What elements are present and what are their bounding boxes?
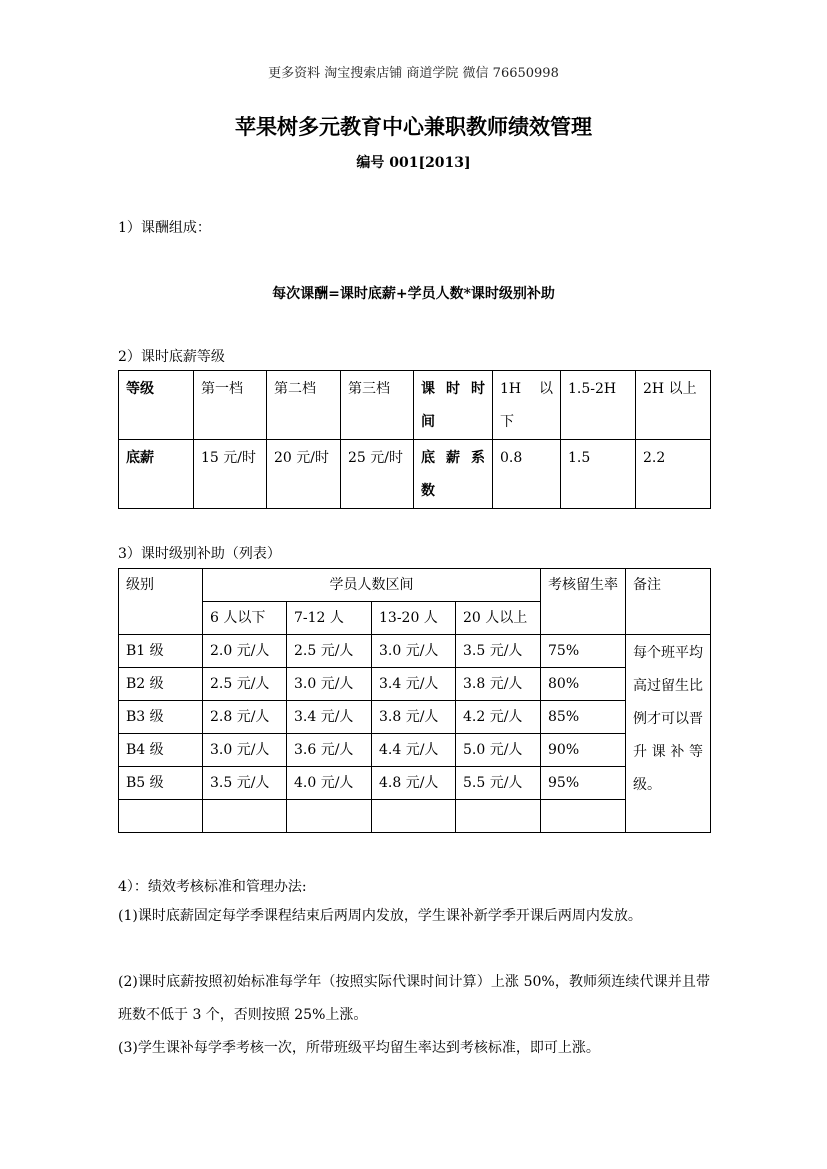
table-cell: B2 级	[119, 668, 203, 701]
column-subheader: 20 人以上	[456, 602, 541, 635]
column-subheader: 13-20 人	[372, 602, 456, 635]
table-cell: 0.8	[493, 440, 561, 509]
table-row	[119, 635, 711, 668]
table-cell: 课 时 时 间	[414, 371, 493, 440]
table-row	[119, 701, 711, 734]
level-subsidy-table	[118, 568, 711, 833]
section-3-heading: 3）课时级别补助（列表）	[118, 546, 281, 562]
paragraph: (3)学生课补每学季考核一次，所带班级平均留生率达到考核标准，即可上涨。	[118, 1040, 600, 1056]
table-cell: 1.5	[561, 440, 636, 509]
table-cell: 2.0 元/人	[203, 635, 287, 668]
table-cell: 2.8 元/人	[203, 701, 287, 734]
column-header: 级别	[119, 569, 203, 635]
section-4-heading: 4）：绩效考核标准和管理办法:	[118, 879, 307, 895]
table-cell: 1.5-2H	[561, 371, 636, 440]
table-cell: 1H 以 下	[493, 371, 561, 440]
table-row	[119, 668, 711, 701]
table-row	[119, 440, 711, 509]
table-cell: 25 元/时	[341, 440, 414, 509]
table-cell: 4.0 元/人	[287, 767, 372, 800]
base-salary-table	[118, 370, 711, 509]
table-cell: B1 级	[119, 635, 203, 668]
table-row	[119, 767, 711, 800]
table-cell	[541, 800, 626, 833]
table-cell: 2H 以上	[636, 371, 711, 440]
table-cell: 3.4 元/人	[287, 701, 372, 734]
table-cell: 3.6 元/人	[287, 734, 372, 767]
column-header: 备注	[626, 569, 711, 635]
table-cell: 90%	[541, 734, 626, 767]
table-cell	[372, 800, 456, 833]
table-row	[119, 734, 711, 767]
table-row	[119, 371, 711, 440]
table-cell: 95%	[541, 767, 626, 800]
table-cell: 2.5 元/人	[203, 668, 287, 701]
table-cell: 75%	[541, 635, 626, 668]
table-cell: 85%	[541, 701, 626, 734]
table-cell	[287, 800, 372, 833]
table-cell: 3.0 元/人	[287, 668, 372, 701]
table-cell: 第一档	[194, 371, 267, 440]
table-cell: 3.5 元/人	[456, 635, 541, 668]
table-cell	[456, 800, 541, 833]
table-cell: 5.0 元/人	[456, 734, 541, 767]
table-cell: 底薪	[119, 440, 194, 509]
table-cell: 3.5 元/人	[203, 767, 287, 800]
table-cell: 3.8 元/人	[456, 668, 541, 701]
paragraph: (1)课时底薪固定每学季课程结束后两周内发放，学生课补新学季开课后两周内发放。	[118, 908, 642, 924]
table-cell: 80%	[541, 668, 626, 701]
table-cell: 3.0 元/人	[203, 734, 287, 767]
table-cell: 底 薪 系 数	[414, 440, 493, 509]
table-cell: 第三档	[341, 371, 414, 440]
header-line: 更多资料 淘宝搜索店铺 商道学院 微信 76650998	[268, 66, 559, 81]
table-cell: 15 元/时	[194, 440, 267, 509]
table-cell: 3.0 元/人	[372, 635, 456, 668]
table-header-row	[119, 569, 711, 602]
note-cell: 每个班平均高过留生比例才可以晋升课补等级。	[626, 635, 711, 833]
table-cell: B5 级	[119, 767, 203, 800]
pay-formula: 每次课酬=课时底薪+学员人数*课时级别补助	[272, 286, 555, 302]
table-cell	[119, 800, 203, 833]
table-cell: 4.4 元/人	[372, 734, 456, 767]
document-title: 苹果树多元教育中心兼职教师绩效管理	[235, 114, 592, 139]
table-cell: 3.8 元/人	[372, 701, 456, 734]
table-cell: B3 级	[119, 701, 203, 734]
section-1-heading: 1）课酬组成：	[118, 220, 211, 236]
table-cell: 4.8 元/人	[372, 767, 456, 800]
table-cell: 4.2 元/人	[456, 701, 541, 734]
column-header: 考核留生率	[541, 569, 626, 635]
column-subheader: 6 人以下	[203, 602, 287, 635]
column-subheader: 7-12 人	[287, 602, 372, 635]
table-cell: B4 级	[119, 734, 203, 767]
document-number: 编号 001[2013]	[356, 155, 471, 171]
table-cell	[203, 800, 287, 833]
table-cell: 3.4 元/人	[372, 668, 456, 701]
table-cell: 2.2	[636, 440, 711, 509]
table-cell: 第二档	[267, 371, 341, 440]
table-cell: 5.5 元/人	[456, 767, 541, 800]
paragraph: (2)课时底薪按照初始标准每学年（按照实际代课时间计算）上涨 50%，教师须连续代课并且带班数不低于 3 个，否则按照 25%上涨。	[118, 974, 710, 1023]
table-cell: 2.5 元/人	[287, 635, 372, 668]
column-header: 学员人数区间	[203, 569, 541, 602]
section-2-heading: 2）课时底薪等级	[118, 349, 225, 365]
table-cell: 20 元/时	[267, 440, 341, 509]
table-row-empty	[119, 800, 711, 833]
table-cell: 等级	[119, 371, 194, 440]
